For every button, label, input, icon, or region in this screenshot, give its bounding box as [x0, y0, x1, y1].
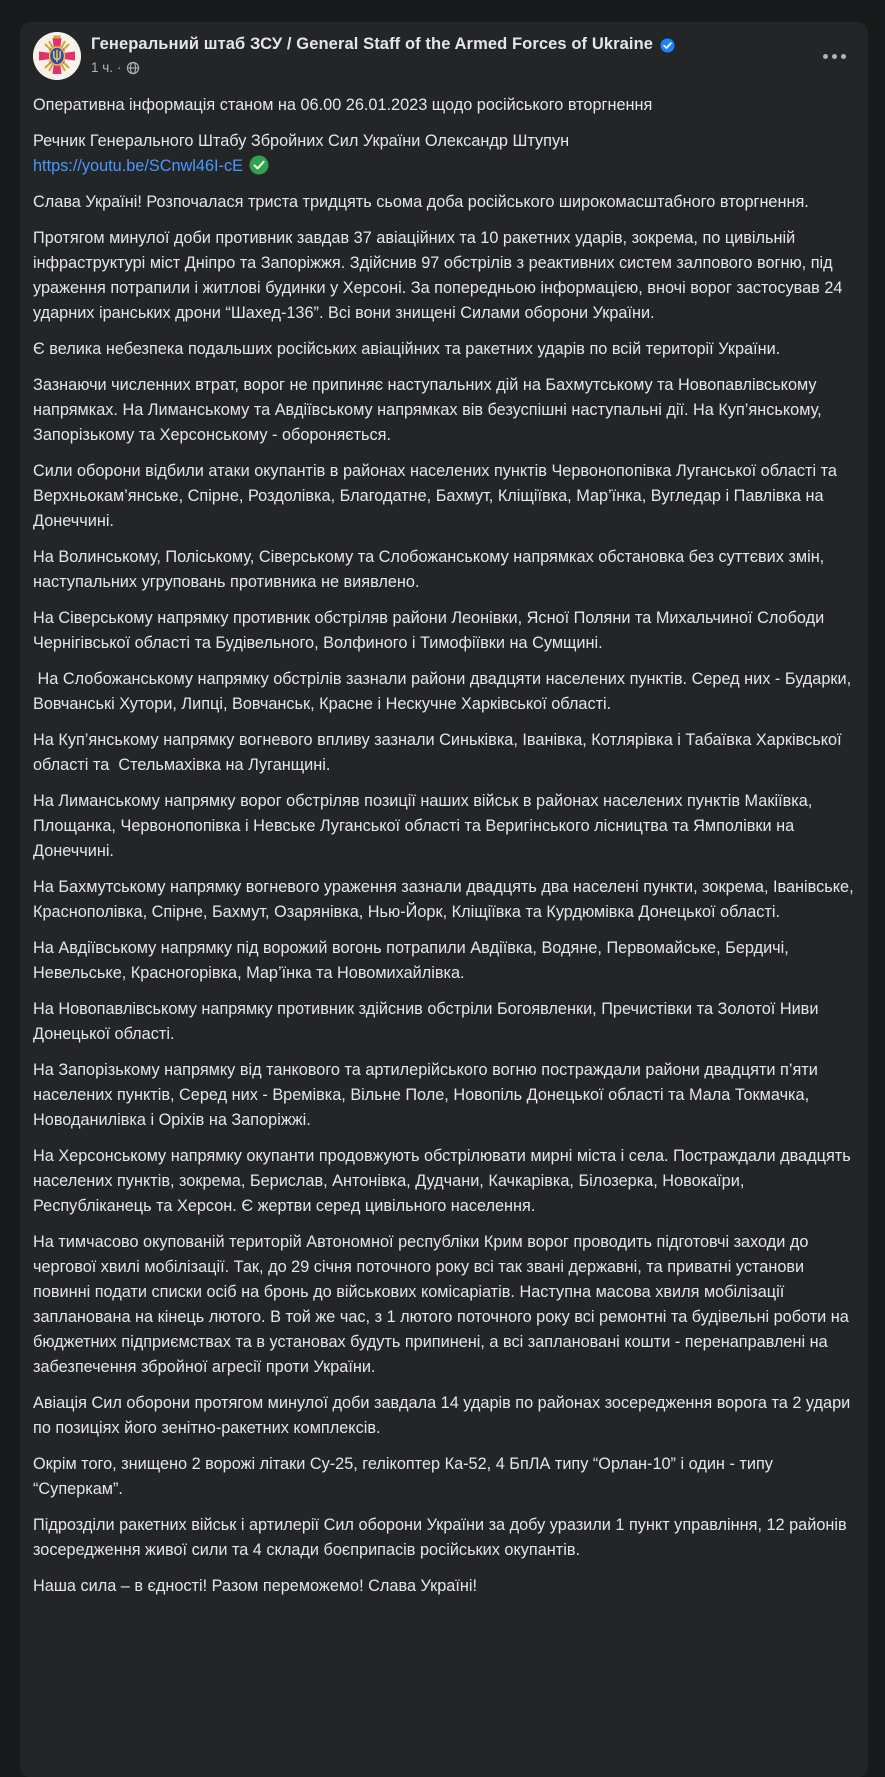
three-dots-menu-icon	[823, 54, 828, 59]
post-paragraph: Оперативна інформація станом на 06.00 26.01.2023 щодо російського вторгнення	[33, 96, 653, 114]
green-check-icon	[249, 155, 269, 175]
post-paragraph: На тимчасово окупованій територій Автономної республіки Крим ворог проводить підготовчі заходи до чергової хвилі мобілізації. Так, до 29 січня поточного року всі так звані державні, та приватні установи повинні подати списки осіб на бронь до військових комісаріатів. Наступна масова хвиля мобілізації запланована на кінець лютого. В той же час, з 1 лютого поточного року всі ремонтні та будівельні роботи на бюджетних підприємствах та в установах будуть припинені, а всі заплановані кошти - перенаправлені на забезпечення збройної агресії проти України.	[33, 1233, 854, 1376]
post-paragraph: На Сіверському напрямку противник обстріляв райони Леонівки, Ясної Поляни та Михальчиної Слободи Чернігівської області та Будівельного, Волфиного і Тимофіївки на Сумщині.	[33, 609, 829, 652]
post-paragraph: Слава Україні! Розпочалася триста тридцять сьома доба російського широкомасштабного вторгнення.	[33, 193, 809, 211]
post-paragraph: На Херсонському напрямку окупанти продовжують обстрілювати мирні міста і села. Постраждали двадцять населених пунктів, зокрема, Берислав, Антонівка, Дудчани, Качкарівка, Білозерка, Новокаїри, Республіканець та Херсон. Є жертви серед цивільного населення.	[33, 1147, 856, 1215]
meta-separator: ·	[117, 60, 122, 75]
facebook-post-card	[20, 22, 868, 1777]
general-staff-emblem-icon	[33, 32, 81, 80]
post-paragraph: На Лиманському напрямку ворог обстріляв позиції наших військ в районах населених пунктів Макіївка, Площанка, Червонопопівка і Невське Луганської області та Веригінського лісництва та Ямполівки на Донеччині.	[33, 792, 817, 860]
post-body-text	[33, 93, 859, 1599]
post-paragraph: Зазнаючи численних втрат, ворог не припиняє наступальних дій на Бахмутському та Новопавлівському напрямках. На Лиманському та Авдіївському напрямках вів безуспішні наступальні дії. На Куп’янському, Запорізькому та Херсонському - обороняється.	[33, 376, 827, 444]
post-paragraph: Підрозділи ракетних військ і артилерії Сил оборони України за добу уразили 1 пункт управління, 12 районів зосередження живої сили та 4 склади боєприпасів російських окупантів.	[33, 1516, 852, 1559]
globe-public-icon	[126, 61, 140, 75]
post-timestamp[interactable]: 1 ч.	[91, 60, 114, 75]
post-paragraph	[33, 129, 854, 179]
post-header	[33, 32, 854, 80]
spokesperson-line: Речник Генерального Штабу Збройних Сил України Олександр Штупун	[33, 132, 570, 150]
post-paragraph: Наша сила – в єдності! Разом переможемо! Слава Україні!	[33, 1577, 478, 1595]
post-paragraph: Є велика небезпека подальших російських авіаційних та ракетних ударів по всій території України.	[33, 340, 781, 358]
more-options-button[interactable]	[816, 38, 852, 74]
post-paragraph: На Куп’янському напрямку вогневого впливу зазнали Синьківка, Іванівка, Котлярівка і Табаївка Харківської області та Стельмахівка на Луганщині.	[33, 731, 847, 774]
post-paragraph: На Новопавлівському напрямку противник здійснив обстріли Богоявленки, Пречистівки та Золотої Ниви Донецької області.	[33, 1000, 823, 1043]
post-header-info	[91, 32, 816, 75]
youtube-link[interactable]: https://youtu.be/SCnwl46I-cE	[33, 157, 243, 175]
post-paragraph: Протягом минулої доби противник завдав 37 авіаційних та 10 ракетних ударів, зокрема, по цивільній інфраструктурі міст Дніпро та Запоріжжя. Здійснив 97 обстрілів з реактивних систем залпового вогню, під ураження потрапили і житлові будинки у Херсоні. За попередньою інформацією, вночі ворог застосував 24 ударних іранських дрони “Шахед-136”. Всі вони знищені Силами оборони України.	[33, 229, 847, 322]
post-paragraph: Авіація Сил оборони протягом минулої доби завдала 14 ударів по районах зосередження ворога та 2 удари по позиціях його зенітно-ракетних комплексів.	[33, 1394, 855, 1437]
verified-badge-icon	[660, 38, 675, 53]
post-paragraph: На Бахмутському напрямку вогневого ураження зазнали двадцять два населені пункти, зокрема, Іванівське, Краснополівка, Спірне, Бахмут, Озарянівка, Нью-Йорк, Кліщіївка та Курдюмівка Донецької області.	[33, 878, 859, 921]
post-paragraph: Окрім того, знищено 2 ворожі літаки Су-25, гелікоптер Ка-52, 4 БпЛА типу “Орлан-10” і один - типу “Суперкам”.	[33, 1455, 778, 1498]
post-paragraph: На Авдіївському напрямку під ворожий вогонь потрапили Авдіївка, Водяне, Первомайське, Бердичі, Невельське, Красногорівка, Мар’їнка та Новомихайлівка.	[33, 939, 794, 982]
post-paragraph: На Запорізькому напрямку від танкового та артилерійського вогню постраждали райони двадцяти п’яти населених пунктів, Серед них - Времівка, Вільне Поле, Новопіль Донецької області та Мала Токмачка, Новоданилівка і Оріхів на Запоріжжі.	[33, 1061, 823, 1129]
post-paragraph: На Волинському, Поліському, Сіверському та Слобожанському напрямках обстановка без суттєвих змін, наступальних угруповань противника не виявлено.	[33, 548, 829, 591]
post-paragraph: Сили оборони відбили атаки окупантів в районах населених пунктів Червонопопівка Луганської області та Верхньокам’янське, Спірне, Роздолівка, Благодатне, Бахмут, Кліщіївка, Мар’їнка, Вугледар і Павлівка на Донеччині.	[33, 462, 842, 530]
page-avatar[interactable]	[33, 32, 81, 80]
page-name-link[interactable]: Генеральний штаб ЗСУ / General Staff of the Armed Forces of Ukraine	[91, 35, 654, 53]
post-paragraph: На Слобожанському напрямку обстрілів зазнали райони двадцяти населених пунктів. Серед них - Бударки, Вовчанські Хутори, Липці, Вовчанськ, Красне і Нескучне Харківської області.	[33, 670, 856, 713]
